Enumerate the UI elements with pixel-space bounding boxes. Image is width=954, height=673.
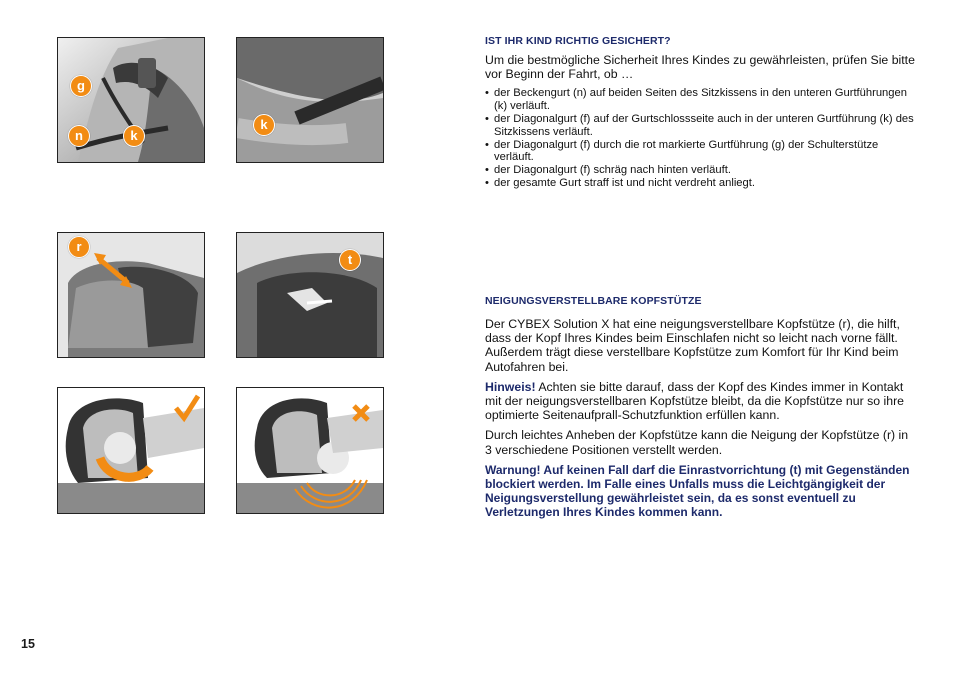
section-heading-child-secured: IST IHR KIND RICHTIG GESICHERT? (485, 35, 671, 47)
section-child-secured (485, 35, 917, 190)
page-number: 15 (21, 637, 35, 651)
figure-head-correct (57, 387, 205, 514)
list-item: • der Diagonalgurt (f) schräg nach hinten verläuft. (485, 164, 917, 177)
badge-g: g (70, 75, 92, 97)
figure-headrest-tilt (57, 232, 205, 358)
head-incorrect-illustration (237, 388, 383, 513)
paragraph: Durch leichtes Anheben der Kopfstütze kann die Neigung der Kopfstütze (r) in 3 verschiedene Positionen verstellt werden. (485, 428, 909, 457)
section-headrest (485, 295, 917, 520)
latch-illustration (237, 233, 383, 357)
warning-paragraph: Warnung! Auf keinen Fall darf die Einrastvorrichtung (t) mit Gegenständen blockiert werden. Im Falle eines Unfalls muss die Leichtgängigkeit der Neigungsverstellung gewährleistet sein, da es sonst eventuell zu Verletzungen Ihres Kindes kommen kann. (485, 462, 910, 520)
hint-text: Achten sie bitte darauf, dass der Kopf des Kindes immer in Kontakt mit der neigungsverstellbaren Kopfstütze bleibt, da die Kopfstütze nur so ihre optimierte Seitenaufprall-Schutzfunktion erfüllen kann. (485, 379, 905, 423)
section-intro: Um die bestmögliche Sicherheit Ihres Kindes zu gewährleisten, prüfen Sie bitte vor Beginn der Fahrt, ob … (485, 53, 915, 82)
badge-t: t (339, 249, 361, 271)
list-item: • der Diagonalgurt (f) durch die rot markierte Gurtführung (g) der Schulterstütze verläuft. (485, 139, 917, 165)
figure-belt-routing (57, 37, 205, 163)
paragraph: Der CYBEX Solution X hat eine neigungsverstellbare Kopfstütze (r), die hilft, dass der Kopf Ihres Kindes beim Einschlafen nicht so leicht nach vorne fällt. Außerdem trägt diese verstellbare Kopfstütze zum Komfort für Ihr Kind beim Autofahren bei. (485, 317, 900, 374)
checklist (485, 87, 917, 189)
badge-k: k (253, 114, 275, 136)
badge-k: k (123, 125, 145, 147)
figure-latch (236, 232, 384, 358)
figure-head-incorrect (236, 387, 384, 514)
hint-paragraph (485, 380, 917, 423)
lower-belt-guide-illustration (237, 38, 383, 162)
list-item: • der Diagonalgurt (f) auf der Gurtschlossseite auch in der unteren Gurtführung (k) des Sitzkissens verläuft. (485, 113, 917, 139)
section-heading-headrest: NEIGUNGSVERSTELLBARE KOPFSTÜTZE (485, 295, 702, 307)
figure-lower-belt-guide (236, 37, 384, 163)
head-correct-illustration (58, 388, 204, 513)
badge-r: r (68, 236, 90, 258)
badge-n: n (68, 125, 90, 147)
hint-label: Hinweis! (485, 379, 536, 394)
list-item: • der Beckengurt (n) auf beiden Seiten des Sitzkissens in den unteren Gurtführungen (k) verläuft. (485, 87, 917, 113)
list-item: • der gesamte Gurt straff ist und nicht verdreht anliegt. (485, 177, 917, 190)
